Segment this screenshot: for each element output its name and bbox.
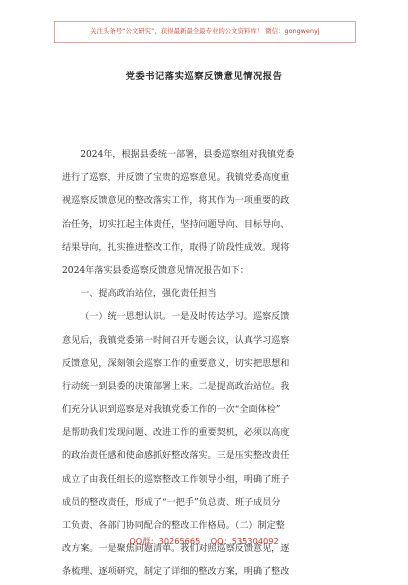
body-line: 意见后，我镇党委第一时间召开专题会议，认真学习巡察 [62, 335, 290, 346]
body-line: 进行了巡察，并反馈了宝贵的巡察意见。我镇党委高度重 [62, 173, 290, 184]
body-line: 视巡察反馈意见的整改落实工作，将其作为一项重要的政 [62, 196, 290, 207]
body-line: 改方案。一是聚焦问题清单。我们对照巡察反馈意见，逐 [62, 544, 290, 555]
section-heading: 一、提高政治站位，强化责任担当 [80, 289, 217, 300]
body-line: 们充分认识到巡察是对我镇党委工作的一次“全面体检” [62, 405, 281, 416]
body-line: （一）统一思想认识。一是及时传达学习。巡察反馈 [80, 312, 290, 323]
contact-footer: QQ群：30265665 QQ：535304092 [129, 536, 279, 546]
promo-banner [54, 21, 356, 43]
body-line: 行动统一到县委的决策部署上来。二是提高政治站位。我 [62, 381, 290, 392]
body-line: 条梳理、逐项研究，制定了详细的整改方案，明确了整改 [62, 567, 290, 578]
document-title: 党委书记落实巡察反馈意见情况报告 [125, 71, 283, 82]
body-line: 治任务，切实扛起主体责任，坚持问题导向、目标导向、 [62, 219, 290, 230]
body-line: 成立了由我任组长的巡察整改工作领导小组，明确了班子 [62, 474, 290, 485]
body-line: 2024年，根据县委统一部署，县委巡察组对我镇党委 [80, 150, 295, 160]
document-body [62, 144, 346, 585]
body-line: 结果导向，扎实推进整改工作，取得了阶段性成效。现将 [62, 242, 290, 253]
body-line: 工负责、各部门协同配合的整改工作格局。（二）制定整 [62, 521, 285, 531]
body-line: 2024年落实县委巡察反馈意见情况报告如下： [62, 265, 249, 276]
body-line: 成员的整改责任，形成了“一把手”负总责、班子成员分 [62, 497, 281, 508]
body-line: 反馈意见，深刻领会巡察工作的重要意义，切实把思想和 [62, 358, 290, 369]
promo-banner-text: 关注头条号“公文研究”，获得最新最全最专业的公文资料库！ 微信：gongwenyj [90, 28, 320, 35]
body-line: 的政治责任感和使命感抓好整改落实。三是压实整改责任 [62, 451, 290, 462]
body-line: 是帮助我们发现问题、改进工作的重要契机，必须以高度 [62, 428, 290, 439]
